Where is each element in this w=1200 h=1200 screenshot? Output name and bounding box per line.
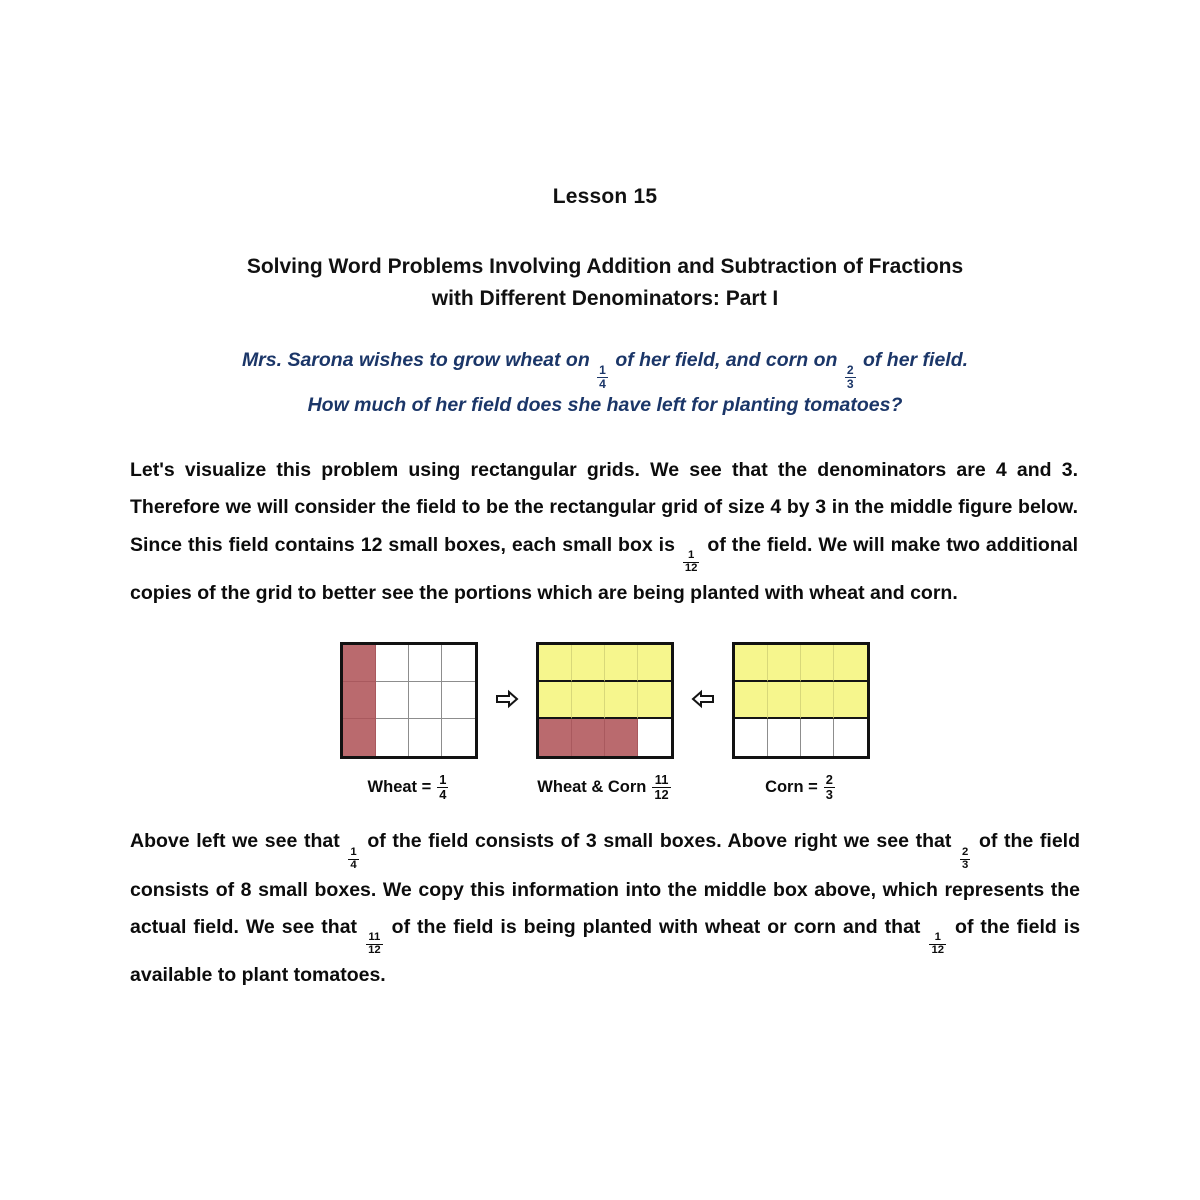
problem-text-a: Mrs. Sarona wishes to grow wheat on (241, 348, 590, 371)
fraction-denominator: 3 (846, 376, 854, 391)
problem-statement (130, 345, 1080, 422)
grid-figures (130, 642, 1080, 801)
fraction-denominator: 4 (439, 786, 447, 802)
problem-statement-line-2: How much of her field does she have left for planting tomatoes? (307, 394, 903, 417)
grid-cell (801, 645, 834, 682)
paragraph-bottom-segment-2: of the field consists of 3 small boxes. Above right we see that (367, 830, 952, 853)
grid-cell (638, 719, 671, 756)
grid-cell (834, 682, 867, 719)
grid-cell (605, 645, 638, 682)
grid-cell (801, 719, 834, 756)
fraction-numerator: 1 (350, 845, 357, 858)
fraction-one-twelfth (683, 550, 700, 575)
grid-cell (539, 682, 572, 719)
paragraph-bottom-segment-4: of the field is being planted with wheat or corn and that (391, 916, 921, 939)
lesson-number-heading: Lesson 15 (552, 185, 658, 208)
fraction-denominator: 3 (825, 786, 833, 802)
fraction-numerator: 1 (934, 931, 941, 944)
grid-cell (376, 682, 409, 719)
grid-cell (343, 645, 376, 682)
fraction-two-thirds (960, 847, 970, 872)
fraction-denominator: 12 (654, 786, 669, 802)
grid-cell (768, 682, 801, 719)
grid-cell (539, 645, 572, 682)
caption-label: Wheat & Corn (537, 777, 647, 796)
fraction-one-fourth (348, 847, 358, 872)
fraction-denominator: 12 (368, 944, 381, 957)
fraction-numerator: 1 (688, 549, 695, 562)
caption-fraction (824, 773, 835, 801)
fraction-eleven-twelfths (366, 932, 383, 957)
figure-wheat-caption (368, 773, 451, 801)
grid-cell (376, 719, 409, 756)
page-title-line-2: with Different Denominators: Part I (431, 286, 779, 310)
grid-cell (442, 645, 475, 682)
caption-label: Wheat = (367, 777, 432, 796)
fraction-one-twelfth (929, 932, 946, 957)
fraction-numerator: 1 (439, 772, 447, 788)
grid-cell (638, 645, 671, 682)
grid-cell (768, 645, 801, 682)
paragraph-top-segment-1: Let's visualize this problem using rectangular grids. We see that the denominators are 4 and 3. Therefore we will consider the field to be the rectangular grid of size 4 by 3 in the middle figure below. Since this field contains 12 small boxes, each small box is (130, 458, 1078, 556)
fraction-numerator: 2 (846, 363, 854, 377)
grid-cell (442, 682, 475, 719)
grid-cell (409, 645, 442, 682)
grid-cell (834, 719, 867, 756)
fraction-denominator: 4 (599, 376, 606, 391)
paragraph-bottom-segment-5: of the field is available to plant tomatoes. (130, 916, 1081, 987)
fraction-numerator: 11 (368, 931, 381, 944)
problem-statement-line-1 (176, 345, 1034, 391)
grid-cell (605, 719, 638, 756)
grid-cell (343, 682, 376, 719)
fraction-numerator: 11 (654, 772, 669, 788)
arrow-left-icon (674, 642, 732, 759)
figure-wheat-and-corn (536, 642, 674, 801)
problem-text-c: of her field. (862, 348, 969, 371)
explanation-paragraph-bottom (130, 823, 1080, 994)
grid-cell (735, 719, 768, 756)
grid-cell (638, 682, 671, 719)
grid-cell (572, 719, 605, 756)
grid-cell (735, 682, 768, 719)
wheat-grid (340, 642, 478, 759)
paragraph-bottom-segment-1: Above left we see that (130, 830, 340, 853)
figure-wheat (340, 642, 478, 801)
caption-fraction (652, 773, 670, 801)
grid-cell (801, 682, 834, 719)
corn-grid (732, 642, 870, 759)
caption-label: Corn = (765, 777, 818, 796)
grid-cell (572, 645, 605, 682)
arrow-right-icon (478, 642, 536, 759)
fraction-numerator: 1 (599, 363, 606, 377)
fraction-denominator: 12 (684, 562, 698, 575)
fraction-two-thirds (845, 364, 856, 390)
grid-cell (605, 682, 638, 719)
paragraph-top-segment-2: of the field. We will make two additional copies of the grid to better see the portions which are being planted with wheat and corn. (130, 533, 1079, 604)
grid-cell (409, 682, 442, 719)
fraction-numerator: 2 (825, 772, 833, 788)
grid-cell (343, 719, 376, 756)
page-title-line-1: Solving Word Problems Involving Addition and Subtraction of Fractions (246, 255, 964, 278)
grid-cell (735, 645, 768, 682)
grid-cell (768, 719, 801, 756)
grid-cell (572, 682, 605, 719)
document-content (130, 185, 1080, 995)
explanation-paragraph-top (130, 452, 1080, 612)
page-title (130, 251, 1080, 315)
grid-cell (376, 645, 409, 682)
wheat-and-corn-grid (536, 642, 674, 759)
grid-cell (834, 645, 867, 682)
figure-corn-caption (765, 773, 837, 801)
fraction-denominator: 4 (350, 858, 357, 871)
caption-fraction (437, 773, 448, 801)
grid-cell (442, 719, 475, 756)
grid-cell (539, 719, 572, 756)
fraction-one-fourth (597, 364, 608, 390)
fraction-denominator: 12 (931, 944, 945, 957)
grid-cell (409, 719, 442, 756)
problem-text-b: of her field, and corn on (615, 348, 838, 371)
paragraph-bottom-segment-3: of the field consists of 8 small boxes. We copy this information into the middle box above, which represents the actual field. We see that (130, 830, 1081, 939)
figure-wheat-and-corn-caption (537, 773, 672, 801)
fraction-denominator: 3 (962, 858, 969, 871)
fraction-numerator: 2 (962, 845, 969, 858)
figure-corn (732, 642, 870, 801)
